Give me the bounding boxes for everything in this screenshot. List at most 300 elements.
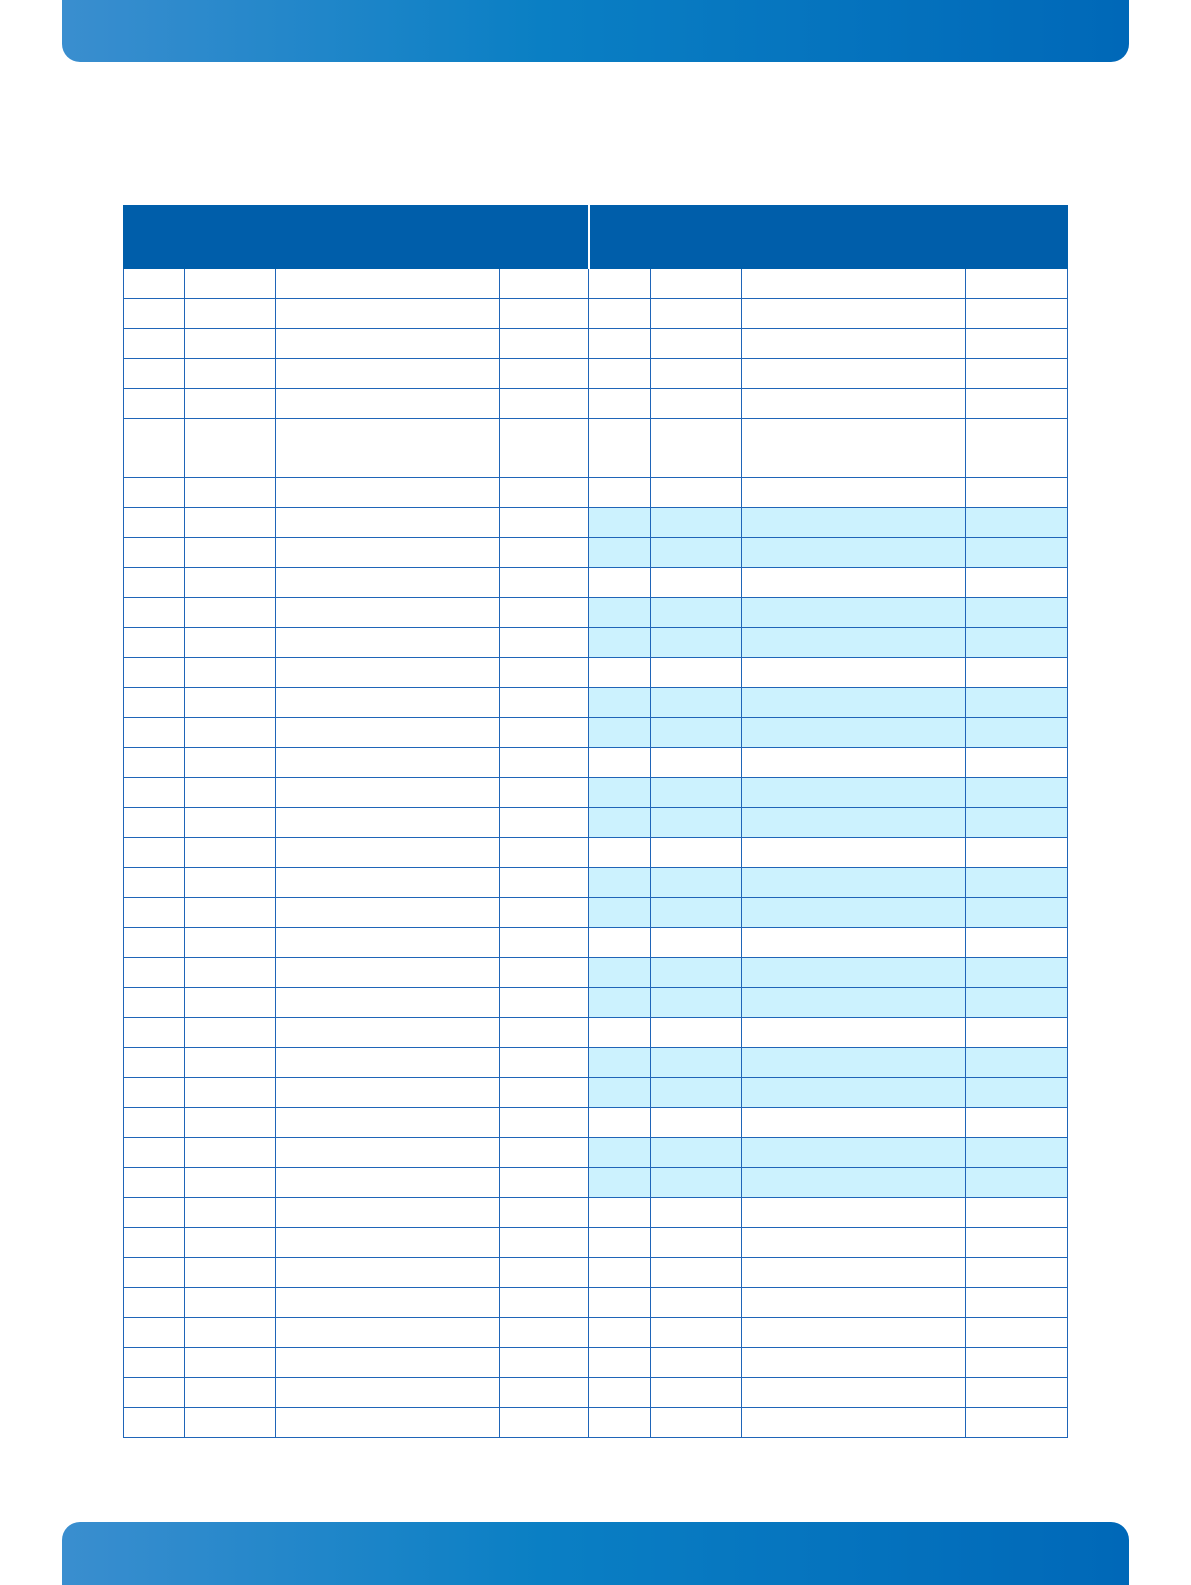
table-cell (966, 628, 1068, 658)
table-cell (185, 1228, 276, 1258)
table-cell (651, 748, 742, 778)
table-cell (500, 808, 589, 838)
table-cell (276, 1168, 500, 1198)
table-cell (966, 538, 1068, 568)
table-cell (185, 1258, 276, 1288)
table-cell (589, 688, 651, 718)
table-cell (742, 359, 966, 389)
table-cell (124, 359, 185, 389)
table-cell (651, 299, 742, 329)
table-cell (742, 838, 966, 868)
table-cell (651, 329, 742, 359)
table-cell (589, 1048, 651, 1078)
table-cell (500, 269, 589, 299)
table-cell (742, 538, 966, 568)
table-cell (651, 1108, 742, 1138)
table-cell (500, 1318, 589, 1348)
table-cell (276, 1348, 500, 1378)
table-cell (124, 838, 185, 868)
table-cell (185, 598, 276, 628)
table-cell (500, 898, 589, 928)
table-cell (124, 1138, 185, 1168)
table-cell (500, 538, 589, 568)
table-cell (651, 1348, 742, 1378)
table-cell (185, 808, 276, 838)
table-cell (276, 718, 500, 748)
table-cell (966, 299, 1068, 329)
table-row (124, 868, 1068, 898)
table-cell (966, 958, 1068, 988)
table-cell (589, 868, 651, 898)
table-cell (124, 1048, 185, 1078)
table-cell (589, 1228, 651, 1258)
table-cell (651, 478, 742, 508)
table-cell (589, 628, 651, 658)
table-cell (124, 748, 185, 778)
table-cell (124, 1198, 185, 1228)
table-cell (966, 688, 1068, 718)
table-row (124, 1288, 1068, 1318)
table-cell (276, 808, 500, 838)
table-cell (589, 658, 651, 688)
table-cell (966, 1168, 1068, 1198)
table-cell (124, 389, 185, 419)
table-cell (124, 478, 185, 508)
table-row (124, 1168, 1068, 1198)
table-cell (651, 389, 742, 419)
table-cell (589, 1378, 651, 1408)
table-cell (966, 1078, 1068, 1108)
table-cell (185, 389, 276, 419)
table-cell (742, 1378, 966, 1408)
table-cell (589, 269, 651, 299)
table-cell (124, 1018, 185, 1048)
table-cell (742, 389, 966, 419)
table-cell (276, 1408, 500, 1438)
table-cell (742, 1198, 966, 1228)
table-cell (589, 838, 651, 868)
table-cell (276, 868, 500, 898)
table-cell (185, 538, 276, 568)
table-cell (276, 269, 500, 299)
table-cell (124, 1288, 185, 1318)
table-cell (500, 688, 589, 718)
table-row (124, 628, 1068, 658)
table-cell (276, 928, 500, 958)
table-cell (276, 688, 500, 718)
table-cell (276, 1318, 500, 1348)
table-cell (276, 1228, 500, 1258)
table-cell (651, 1228, 742, 1258)
column-header-row (124, 238, 1068, 269)
table-cell (651, 688, 742, 718)
table-cell (500, 1288, 589, 1318)
header-band (62, 0, 1129, 62)
table-cell (185, 868, 276, 898)
table-cell (185, 838, 276, 868)
table-cell (185, 269, 276, 299)
table-cell (589, 508, 651, 538)
column-header (124, 238, 185, 269)
table-cell (124, 508, 185, 538)
table-cell (966, 508, 1068, 538)
table-cell (185, 1138, 276, 1168)
table-cell (500, 1108, 589, 1138)
table-cell (124, 568, 185, 598)
table-cell (124, 1168, 185, 1198)
table-row (124, 688, 1068, 718)
table-cell (742, 1168, 966, 1198)
table-cell (589, 1258, 651, 1288)
table-cell (500, 598, 589, 628)
table-cell (276, 778, 500, 808)
table-cell (966, 1048, 1068, 1078)
table-cell (966, 568, 1068, 598)
table-cell (276, 898, 500, 928)
table-cell (276, 988, 500, 1018)
table-cell (966, 808, 1068, 838)
table-cell (276, 478, 500, 508)
table-cell (124, 1078, 185, 1108)
table-cell (966, 1408, 1068, 1438)
table-cell (500, 1348, 589, 1378)
table-cell (589, 329, 651, 359)
table-row (124, 988, 1068, 1018)
pin-table-container (123, 205, 1067, 1438)
table-cell (276, 1078, 500, 1108)
table-cell (589, 1138, 651, 1168)
table-cell (966, 359, 1068, 389)
table-row (124, 748, 1068, 778)
table-cell (589, 598, 651, 628)
table-row (124, 359, 1068, 389)
table-cell (966, 988, 1068, 1018)
table-cell (185, 1348, 276, 1378)
table-cell (651, 1318, 742, 1348)
table-cell (185, 898, 276, 928)
table-cell (185, 419, 276, 478)
table-cell (185, 508, 276, 538)
table-cell (589, 538, 651, 568)
table-row (124, 419, 1068, 478)
table-cell (276, 628, 500, 658)
table-cell (124, 1378, 185, 1408)
table-cell (742, 1228, 966, 1258)
table-cell (185, 778, 276, 808)
table-cell (966, 1258, 1068, 1288)
table-cell (651, 1048, 742, 1078)
table-row (124, 1198, 1068, 1228)
table-cell (742, 988, 966, 1018)
table-cell (589, 1168, 651, 1198)
table-cell (185, 299, 276, 329)
table-cell (124, 269, 185, 299)
table-cell (589, 299, 651, 329)
table-cell (500, 1138, 589, 1168)
table-cell (651, 359, 742, 389)
table-row (124, 329, 1068, 359)
table-cell (966, 1198, 1068, 1228)
table-cell (966, 389, 1068, 419)
table-cell (276, 1378, 500, 1408)
table-row (124, 1408, 1068, 1438)
table-cell (500, 419, 589, 478)
table-cell (124, 598, 185, 628)
table-cell (742, 1288, 966, 1318)
table-cell (500, 658, 589, 688)
table-cell (742, 1108, 966, 1138)
table-row (124, 1018, 1068, 1048)
table-row (124, 389, 1068, 419)
table-cell (124, 538, 185, 568)
table-cell (500, 1048, 589, 1078)
table-cell (651, 868, 742, 898)
table-row (124, 1138, 1068, 1168)
table-cell (651, 1138, 742, 1168)
table-cell (742, 1078, 966, 1108)
table-cell (966, 658, 1068, 688)
table-cell (185, 628, 276, 658)
table-cell (500, 1018, 589, 1048)
table-row (124, 538, 1068, 568)
table-cell (500, 1408, 589, 1438)
column-header (185, 238, 276, 269)
table-cell (124, 718, 185, 748)
table-cell (966, 419, 1068, 478)
table-row (124, 718, 1068, 748)
table-cell (185, 1048, 276, 1078)
table-cell (589, 1348, 651, 1378)
table-cell (500, 1168, 589, 1198)
table-cell (651, 538, 742, 568)
table-cell (651, 598, 742, 628)
table-cell (651, 808, 742, 838)
table-row (124, 838, 1068, 868)
table-cell (966, 269, 1068, 299)
table-cell (651, 269, 742, 299)
table-cell (742, 1348, 966, 1378)
table-cell (651, 898, 742, 928)
table-row (124, 1228, 1068, 1258)
table-cell (276, 359, 500, 389)
table-cell (651, 508, 742, 538)
table-cell (742, 898, 966, 928)
table-cell (185, 1408, 276, 1438)
table-cell (276, 658, 500, 688)
table-cell (500, 1258, 589, 1288)
table-cell (742, 598, 966, 628)
table-cell (276, 568, 500, 598)
table-cell (185, 359, 276, 389)
table-cell (966, 1018, 1068, 1048)
table-row (124, 1048, 1068, 1078)
table-cell (589, 389, 651, 419)
table-cell (276, 748, 500, 778)
column-header (966, 238, 1068, 269)
table-cell (742, 1048, 966, 1078)
table-cell (966, 1348, 1068, 1378)
table-cell (966, 748, 1068, 778)
table-cell (966, 478, 1068, 508)
table-cell (742, 508, 966, 538)
table-row (124, 478, 1068, 508)
table-cell (589, 568, 651, 598)
table-row (124, 958, 1068, 988)
table-cell (124, 1108, 185, 1138)
table-cell (276, 329, 500, 359)
table-cell (651, 1408, 742, 1438)
table-cell (124, 868, 185, 898)
table-cell (124, 1408, 185, 1438)
table-row (124, 1108, 1068, 1138)
table-cell (185, 329, 276, 359)
table-cell (124, 299, 185, 329)
table-cell (651, 928, 742, 958)
table-cell (589, 1108, 651, 1138)
table-cell (742, 419, 966, 478)
table-cell (742, 1318, 966, 1348)
table-cell (500, 508, 589, 538)
table-cell (124, 419, 185, 478)
table-cell (742, 688, 966, 718)
table-cell (651, 419, 742, 478)
table-cell (500, 478, 589, 508)
table-cell (742, 628, 966, 658)
table-cell (742, 928, 966, 958)
column-header (742, 238, 966, 269)
table-cell (500, 748, 589, 778)
table-cell (742, 1408, 966, 1438)
table-cell (124, 778, 185, 808)
table-cell (500, 838, 589, 868)
table-cell (276, 1108, 500, 1138)
table-cell (276, 1048, 500, 1078)
table-cell (966, 1228, 1068, 1258)
table-cell (500, 868, 589, 898)
table-cell (500, 718, 589, 748)
table-cell (276, 598, 500, 628)
table-row (124, 269, 1068, 299)
table-cell (276, 838, 500, 868)
table-cell (500, 1078, 589, 1108)
table-cell (185, 928, 276, 958)
table-cell (651, 958, 742, 988)
table-cell (651, 778, 742, 808)
table-cell (589, 1288, 651, 1318)
table-cell (589, 478, 651, 508)
table-row (124, 1078, 1068, 1108)
table-cell (589, 748, 651, 778)
table-cell (742, 868, 966, 898)
table-cell (276, 958, 500, 988)
table-cell (124, 658, 185, 688)
table-cell (651, 838, 742, 868)
table-cell (742, 568, 966, 598)
table-row (124, 778, 1068, 808)
table-cell (185, 1078, 276, 1108)
table-cell (966, 598, 1068, 628)
table-cell (500, 1198, 589, 1228)
table-body (124, 269, 1068, 1438)
table-cell (500, 568, 589, 598)
table-cell (651, 1288, 742, 1318)
table-cell (966, 1318, 1068, 1348)
table-cell (966, 898, 1068, 928)
table-cell (589, 718, 651, 748)
table-cell (742, 748, 966, 778)
table-cell (742, 1258, 966, 1288)
table-cell (651, 1258, 742, 1288)
table-cell (185, 718, 276, 748)
table-cell (589, 928, 651, 958)
table-cell (651, 988, 742, 1018)
table-cell (500, 958, 589, 988)
footer-band (62, 1522, 1129, 1585)
table-cell (124, 1258, 185, 1288)
table-cell (589, 1408, 651, 1438)
table-cell (276, 1018, 500, 1048)
table-cell (500, 988, 589, 1018)
table-cell (742, 299, 966, 329)
table-cell (185, 1378, 276, 1408)
table-cell (124, 628, 185, 658)
table-cell (185, 748, 276, 778)
table-cell (276, 299, 500, 329)
table-cell (651, 1078, 742, 1108)
table-cell (651, 1018, 742, 1048)
table-cell (651, 1378, 742, 1408)
column-header (276, 238, 500, 269)
table-cell (276, 1258, 500, 1288)
table-cell (185, 1018, 276, 1048)
table-cell (500, 389, 589, 419)
table-cell (185, 988, 276, 1018)
table-cell (742, 269, 966, 299)
table-cell (124, 898, 185, 928)
table-cell (589, 359, 651, 389)
table-cell (589, 419, 651, 478)
table-cell (742, 1138, 966, 1168)
table-cell (651, 658, 742, 688)
table-row (124, 1258, 1068, 1288)
group-header-right (589, 206, 1068, 238)
table-cell (742, 329, 966, 359)
table-cell (185, 688, 276, 718)
table-cell (966, 1138, 1068, 1168)
table-cell (589, 988, 651, 1018)
table-row (124, 598, 1068, 628)
table-cell (651, 628, 742, 658)
table-cell (124, 1228, 185, 1258)
table-cell (276, 538, 500, 568)
table-cell (185, 1168, 276, 1198)
table-cell (589, 898, 651, 928)
table-cell (185, 568, 276, 598)
table-cell (276, 419, 500, 478)
table-cell (124, 1348, 185, 1378)
column-header (500, 238, 589, 269)
table-cell (276, 1138, 500, 1168)
table-cell (742, 1018, 966, 1048)
table-cell (742, 658, 966, 688)
table-cell (966, 928, 1068, 958)
table-cell (124, 988, 185, 1018)
table-cell (966, 868, 1068, 898)
table-cell (124, 688, 185, 718)
table-cell (651, 1198, 742, 1228)
table-cell (185, 958, 276, 988)
table-cell (589, 1018, 651, 1048)
